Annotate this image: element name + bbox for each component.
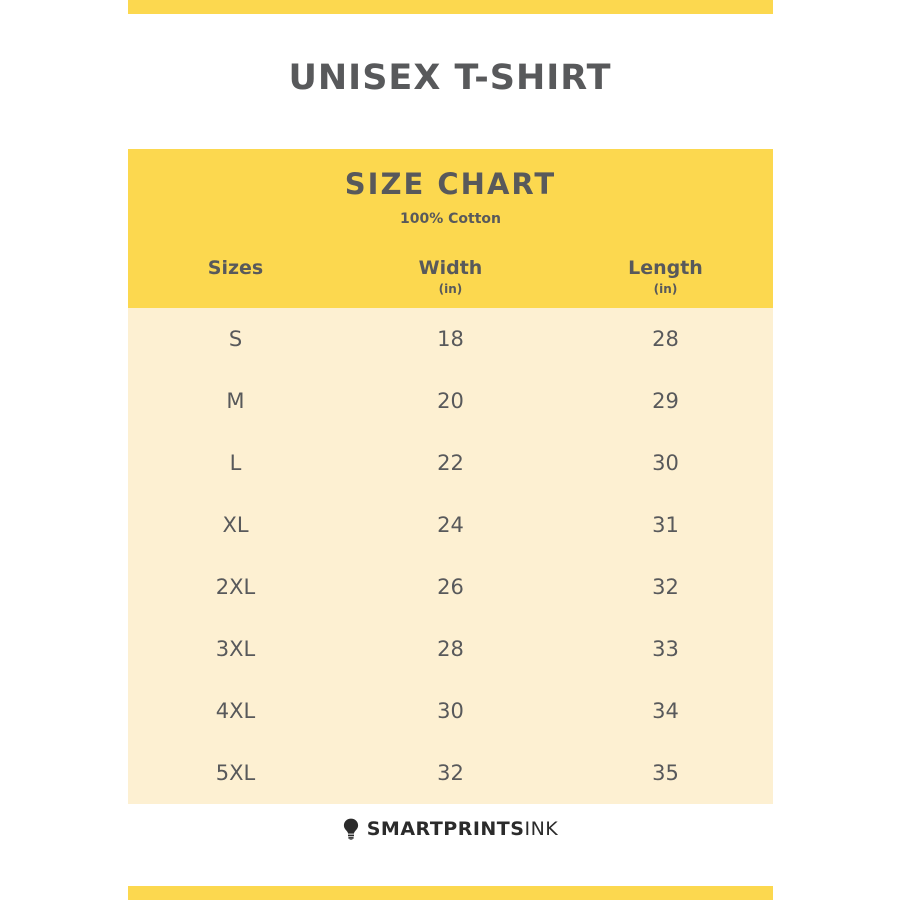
brand-footer [0, 818, 900, 840]
table-header [128, 247, 773, 308]
cell-width: 22 [343, 432, 558, 494]
cell-length: 28 [558, 308, 773, 370]
size-chart-heading: SIZE CHART [344, 167, 557, 201]
table-body [128, 308, 773, 804]
size-table [128, 247, 773, 804]
size-chart-container [128, 149, 773, 804]
column-header-width-unit: (in) [438, 282, 463, 296]
cell-length: 32 [558, 556, 773, 618]
size-chart-header [128, 149, 773, 247]
cell-length: 31 [558, 494, 773, 556]
column-header-length-unit: (in) [653, 282, 678, 296]
column-header-sizes [128, 247, 343, 308]
table-row [128, 432, 773, 494]
cell-width: 18 [343, 308, 558, 370]
table-row [128, 618, 773, 680]
column-header-length-label: Length [628, 257, 703, 279]
table-header-row [128, 247, 773, 308]
column-header-width [343, 247, 558, 308]
table-row [128, 680, 773, 742]
cell-width: 20 [343, 370, 558, 432]
brand-name-bold: SMARTPRINTS [366, 818, 525, 840]
cell-length: 34 [558, 680, 773, 742]
top-accent-bar [128, 0, 773, 14]
cell-width: 28 [343, 618, 558, 680]
cell-length: 35 [558, 742, 773, 804]
table-row [128, 556, 773, 618]
cell-size: 5XL [128, 742, 343, 804]
cell-length: 33 [558, 618, 773, 680]
cell-size: 4XL [128, 680, 343, 742]
cell-size: L [128, 432, 343, 494]
cell-size: 2XL [128, 556, 343, 618]
cell-size: XL [128, 494, 343, 556]
brand-name [367, 818, 559, 840]
bottom-accent-bar [128, 886, 773, 900]
brand-name-light: INK [524, 818, 559, 840]
table-row [128, 742, 773, 804]
column-header-width-label: Width [418, 257, 483, 279]
table-row [128, 494, 773, 556]
cell-size: S [128, 308, 343, 370]
cell-length: 29 [558, 370, 773, 432]
page-title: UNISEX T-SHIRT [288, 58, 612, 98]
cell-width: 30 [343, 680, 558, 742]
size-chart-subheading: 100% Cotton [400, 211, 501, 227]
cell-length: 30 [558, 432, 773, 494]
cell-width: 26 [343, 556, 558, 618]
column-header-length [558, 247, 773, 308]
cell-size: 3XL [128, 618, 343, 680]
column-header-sizes-label: Sizes [207, 257, 264, 279]
cell-width: 32 [343, 742, 558, 804]
table-row [128, 308, 773, 370]
table-row [128, 370, 773, 432]
cell-size: M [128, 370, 343, 432]
cell-width: 24 [343, 494, 558, 556]
lightbulb-icon [342, 818, 360, 840]
